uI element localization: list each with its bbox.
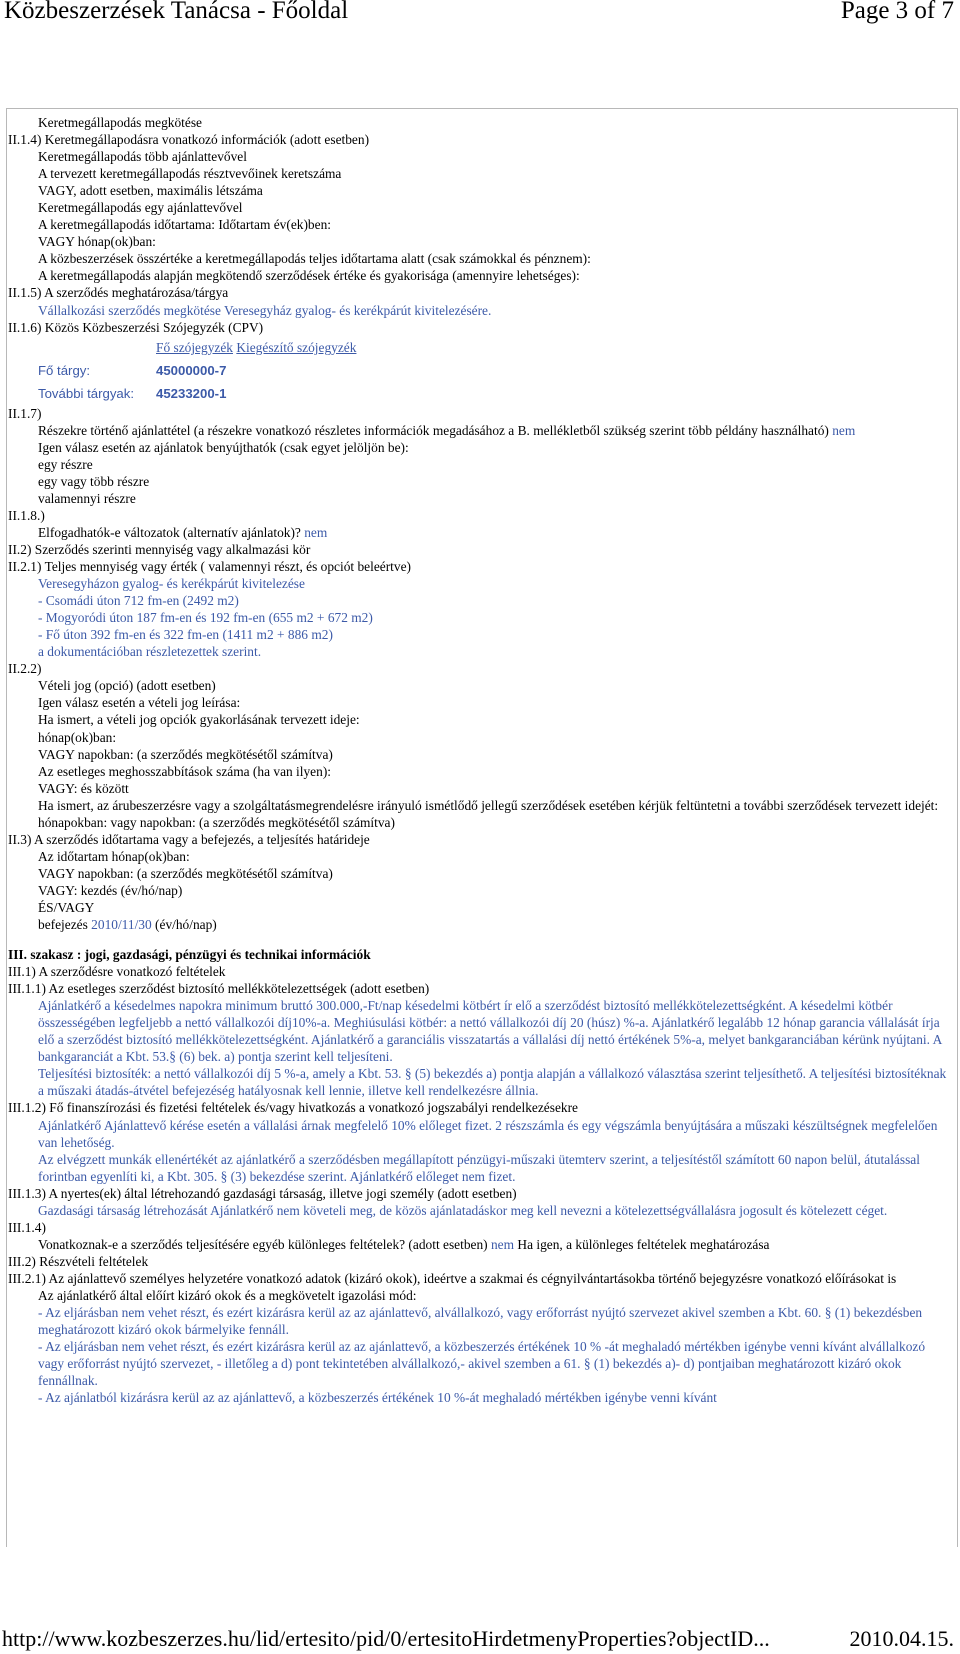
page-title: Közbeszerzések Tanácsa - Főoldal: [4, 0, 349, 24]
cpv-additional-value: 45233200-1: [156, 385, 227, 401]
cpv-main-value: 45000000-7: [156, 362, 227, 378]
text-span: Ha igen, a különleges feltételek meghatározása: [517, 1236, 770, 1252]
text-line: Keretmegállapodás több ajánlattevővel: [38, 149, 247, 165]
text-line: Az ajánlatkérő által előírt kizáró okok és a megkövetelt igazolási mód:: [38, 1288, 417, 1303]
text-line: egy részre: [38, 456, 93, 472]
section-heading: II.2.2): [8, 661, 42, 677]
section-heading: II.1.5) A szerződés meghatározása/tárgya: [8, 285, 229, 301]
section-heading: II.1.6) Közös Közbeszerzési Szójegyzék (CPV): [8, 319, 264, 335]
answer-text: - Csomádi úton 712 fm-en (2492 m2): [38, 593, 239, 609]
text-span: Elfogadhatók-e változatok (alternatív ajánlatok)?: [38, 524, 301, 540]
text-block: Ha ismert, az árubeszerzésre vagy a szolgáltatásmegrendelésre irányuló ismétlődő jellegű szerződések esetében kérjük feltüntetni a további szerződések tervezett idejét: hónapokban: vagy napokban: (a szerződés megkötésétől számítva): [38, 797, 939, 830]
section-heading: III.2.1) Az ajánlattevő személyes helyzetére vonatkozó adatok (kizáró okok), ideértve a szakmai és cégnyilvántartásokba történő bejegyzésre vonatkozó előírásokat is: [8, 1270, 897, 1286]
text-line: Az időtartam hónap(ok)ban:: [38, 848, 190, 864]
page-number: Page 3 of 7: [840, 0, 954, 24]
text-line: Igen válasz esetén az ajánlatok benyújthatók (csak egyet jelöljön be):: [38, 439, 409, 455]
answer-text: nem: [490, 1236, 515, 1252]
section-heading: II.1.7): [8, 405, 42, 421]
print-footer: [0, 1622, 960, 1654]
text-line: A közbeszerzések összértéke a keretmegállapodás teljes időtartama alatt (csak számokkal és pénznem):: [38, 251, 591, 267]
section-heading: III.1.2) Fő finanszírozási és fizetési feltételek és/vagy hivatkozás a vonatkozó jogszabályi rendelkezésekre: [8, 1100, 578, 1116]
answer-text: Az elvégzett munkák ellenértékét az ajánlatkérő a szerződésben megállapított pénzügyi-műszaki ütemterv szerint, a teljesítéstől számított 60 napon belül, átutalással forintban egyenlíti ki, a Kbt. 305. § (3) bekezdése szerint. Ajánlatkérő előleget nem fizet.: [38, 1151, 920, 1184]
section-heading: II.2) Szerződés szerinti mennyiség vagy alkalmazási kör: [8, 541, 311, 557]
text-line: valamennyi részre: [38, 490, 136, 506]
text-line: ÉS/VAGY: [38, 899, 95, 915]
section-heading: III.1) A szerződésre vonatkozó feltételek: [8, 964, 226, 980]
answer-text: Veresegyházon gyalog- és kerékpárút kivitelezése: [38, 576, 305, 592]
text-line: egy vagy több részre: [38, 473, 150, 489]
section-heading: II.1.8.): [8, 507, 45, 523]
text-line: A tervezett keretmegállapodás résztvevőinek keretszáma: [38, 166, 342, 182]
section-heading: II.2.1) Teljes mennyiség vagy érték ( valamennyi részt, és opciót beleértve): [8, 559, 411, 575]
page-url: http://www.kozbeszerzes.hu/lid/ertesito/pid/0/ertesitoHirdetmenyProperties?objectID...: [2, 1626, 770, 1651]
answer-text: - Az eljárásban nem vehet részt, és ezért kizárásra kerül az az ajánlattevő, alvállalkozó, vagy erőforrást nyújtó szervezet akivel szemben a Kbt. 60. § (1) bekezdésben meghatározott kizáró okok bármelyike fennáll.: [38, 1305, 923, 1338]
section-heading: III.2) Részvételi feltételek: [8, 1253, 149, 1269]
section-heading: III.1.1) Az esetleges szerződést biztosító mellékkötelezettségek (adott esetben): [8, 981, 430, 997]
answer-text: a dokumentációban részletezettek szerint.: [38, 644, 262, 660]
text-line: [8, 916, 952, 933]
text-line: Vételi jog (opció) (adott esetben): [38, 678, 216, 694]
text-line: VAGY, adott esetben, maximális létszáma: [38, 183, 263, 199]
cpv-main-label: Fő tárgy:: [38, 362, 91, 378]
text-line: [8, 1236, 952, 1253]
answer-text: Ajánlatkérő Ajánlattevő kérése esetén a vállalási árnak megfelelő 10% előleget fizet. 2 részszámla és egy végszámla benyújtására a műszaki készültségnek megfelelően van lehetőség.: [38, 1117, 938, 1150]
text-line: Keretmegállapodás egy ajánlattevővel: [38, 200, 243, 216]
cpv-header: [8, 336, 952, 359]
text-line: hónap(ok)ban:: [38, 729, 117, 745]
cpv-additional-row: [8, 382, 952, 405]
answer-text: - Az eljárásban nem vehet részt, és ezért kizárásra kerül az az ajánlattevő, a közbeszerzés értékének 10 % -át meghaladó mértékben igénybe venni kívánt alvállalkozó vagy erőforrást nyújtó szervezet, - illetőleg a d) pont tekintetében alvállalkozó,- akivel szemben a 61. § (1) bekezdés a)- d) pontjaiban meghatározott kizáró okok fennállnak.: [38, 1339, 926, 1389]
text-line: Keretmegállapodás megkötése: [38, 115, 202, 130]
print-date: 2010.04.15.: [849, 1626, 954, 1651]
answer-text: Ajánlatkérő a késedelmes napokra minimum bruttó 300.000,-Ft/nap késedelmi kötbért ír elő a szerződést biztosító mellékkötelezettségként. A késedelmi kötbér összességében legfeljebb a nettó vállalkozói díj10%-a. Meghiúsulási kötbér: a nettó vállalkozói díj 20 (húsz) %-a. Ajánlatkérő legalább 12 hónap garancia vállalását írja elő a szerződést biztosító mellékkötelezettségként. Ajánlatkérő a garanciális visszatartás a vállalási díj nettó értékének 5%-a, melyet bankgaranciában kérünk nyújtani. A bankgaranciát a Kbt. 53.§ (6) bek. a) pontja szerint kell teljesíteni.: [38, 998, 942, 1065]
answer-text: nem: [304, 524, 328, 540]
print-header: [0, 0, 960, 34]
answer-text: nem: [832, 422, 856, 438]
cpv-additional-label: További tárgyak:: [38, 385, 135, 401]
part-heading: III. szakasz : jogi, gazdasági, pénzügyi és technikai információk: [8, 947, 371, 963]
text-line: A keretmegállapodás időtartama: Időtartam év(ek)ben:: [38, 217, 331, 233]
text-block: [8, 422, 952, 439]
text-line: VAGY hónap(ok)ban:: [38, 234, 156, 250]
answer-text: - Fő úton 392 fm-en és 322 fm-en (1411 m2 + 886 m2): [38, 627, 333, 643]
text-line: A keretmegállapodás alapján megkötendő szerződések értéke és gyakorisága (amennyire lehetséges):: [38, 268, 580, 284]
answer-text: Gazdasági társaság létrehozását Ajánlatkérő nem követeli meg, de közös ajánlatadáskor meg kell nevezni a kötelezettségvállalásra jogosult és kötelezett céget.: [38, 1202, 888, 1218]
text-span: Részekre történő ajánlattétel (a részekre vonatkozó részletes információk megadásához a B. mellékletből szükség szerint több példány használható): [38, 422, 829, 438]
text-line: VAGY: és között: [38, 780, 129, 796]
answer-text: Vállalkozási szerződés megkötése Veresegyház gyalog- és kerékpárút kivitelezésére.: [38, 302, 492, 318]
answer-text: 2010/11/30: [91, 917, 152, 933]
answer-text: - Mogyoródi úton 187 fm-en és 192 fm-en (655 m2 + 672 m2): [38, 610, 373, 626]
section-heading: III.1.4): [8, 1219, 46, 1235]
answer-text: - Az ajánlatból kizárásra kerül az az ajánlattevő, a közbeszerzés értékének 10 %-át meghaladó mértékben igénybe venni kívánt: [38, 1390, 717, 1406]
document-body: [8, 114, 952, 1406]
text-line: VAGY: kezdés (év/hó/nap): [38, 882, 183, 898]
cpv-supp-vocab-link[interactable]: Kiegészítő szójegyzék: [236, 339, 357, 355]
text-span: (év/hó/nap): [155, 917, 217, 933]
cpv-main-row: [8, 359, 952, 382]
text-line: Ha ismert, a vételi jog opciók gyakorlásának tervezett ideje:: [38, 712, 360, 728]
spacer: [8, 933, 952, 946]
cpv-main-vocab-link[interactable]: Fő szójegyzék: [156, 339, 233, 355]
text-line: Igen válasz esetén a vételi jog leírása:: [38, 695, 241, 711]
text-line: VAGY napokban: (a szerződés megkötésétől számítva): [38, 865, 333, 881]
section-heading: III.1.3) A nyertes(ek) által létrehozandó gazdasági társaság, illetve jogi személy (adott esetben): [8, 1185, 517, 1201]
text-line: VAGY napokban: (a szerződés megkötésétől számítva): [38, 746, 333, 762]
text-span: befejezés: [38, 917, 88, 933]
text-span: Vonatkoznak-e a szerződés teljesítésére egyéb különleges feltételek? (adott esetben): [38, 1236, 488, 1252]
section-heading: II.1.4) Keretmegállapodásra vonatkozó információk (adott esetben): [8, 132, 370, 148]
text-line: Az esetleges meghosszabbítások száma (ha van ilyen):: [38, 763, 332, 779]
text-line: [8, 524, 952, 541]
section-heading: II.3) A szerződés időtartama vagy a befejezés, a teljesítés határideje: [8, 831, 370, 847]
answer-text: Teljesítési biztosíték: a nettó vállalkozói díj 5 %-a, amely a Kbt. 53. § (5) bekezdés a) pontja alapján a vállalkozó választása szerint teljesíthető. A teljesítési biztosítéknak a műszaki átadás-átvétel befejezéség hatályosnak kell lennie, illetve kell rendelkezésre állnia.: [38, 1066, 947, 1099]
